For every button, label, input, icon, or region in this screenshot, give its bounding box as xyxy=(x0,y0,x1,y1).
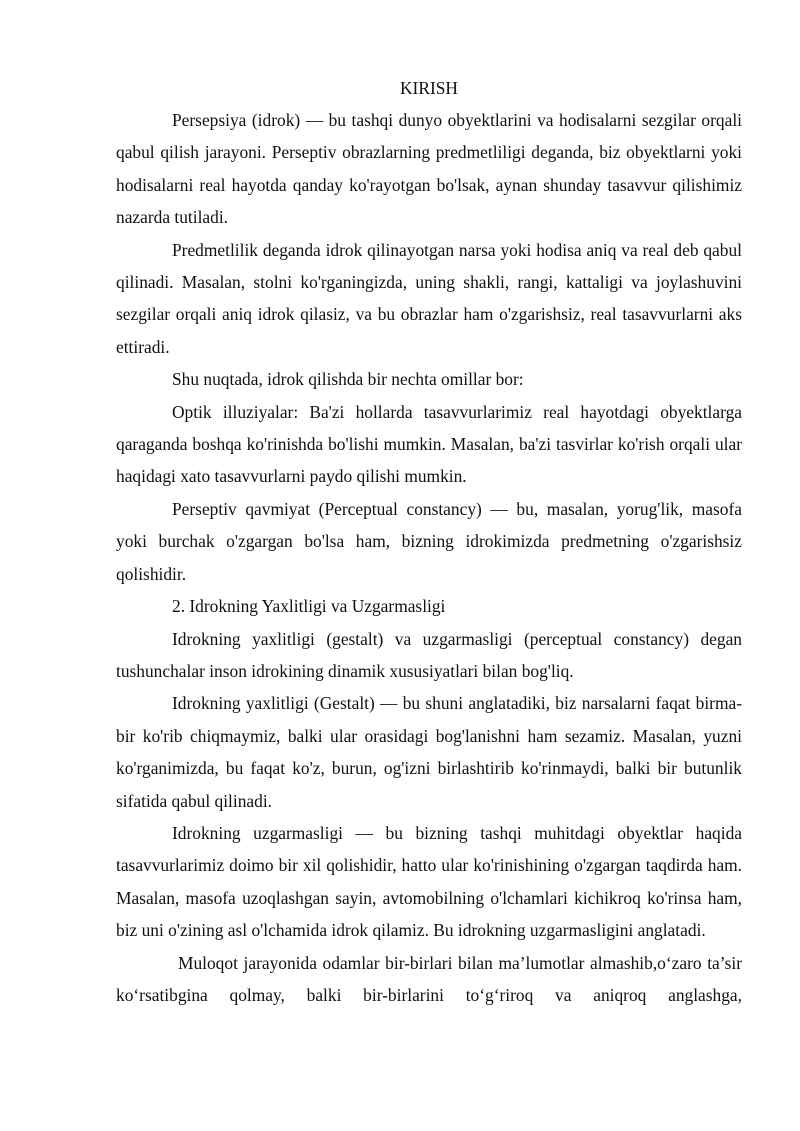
document-page xyxy=(116,76,742,1011)
paragraph-perceptual-constancy: Perseptiv qavmiyat (Perceptual constancy) — bu, masalan, yorug'lik, masofa yoki burchak o'zgargan bo'lsa ham, bizning idrokimizda predmetning o'zgarishsiz qolishidir. xyxy=(116,498,742,584)
paragraph-factors-intro: Shu nuqtada, idrok qilishda bir nechta omillar bor: xyxy=(172,369,524,390)
paragraph-communication: Muloqot jarayonida odamlar bir-birlari bilan ma’lumotlar almashib,o‘zaro ta’sir ko‘rsatibgina qolmay, balki bir-birlarini to‘g‘riroq va aniqroq anglashga, xyxy=(116,952,742,1005)
section-heading: 2. Idrokning Yaxlitligi va Uzgarmasligi xyxy=(172,596,446,617)
paragraph-optical-illusions: Optik illuziyalar: Ba'zi hollarda tasavvurlarimiz real hayotdagi obyektlarga qaraganda boshqa ko'rinishda bo'lishi mumkin. Masalan, ba'zi tasvirlar ko'rish orqali ular haqidagi xato tasavvurlarni paydo qilishi mumkin. xyxy=(116,401,742,487)
paragraph-gestalt: Idrokning yaxlitligi (Gestalt) — bu shuni anglatadiki, biz narsalarni faqat birma-bir ko'rib chiqmaymiz, balki ular orasidagi bog'lanishni ham sezamiz. Masalan, yuzni ko'rganimizda, bu faqat ko'z, burun, og'izni birlashtirib ko'rinmaydi, balki bir butunlik sifatida qabul qilinadi. xyxy=(116,693,742,811)
paragraph-perception-definition: Persepsiya (idrok) — bu tashqi dunyo obyektlarini va hodisalarni sezgilar orqali qabul qilish jarayoni. Perseptiv obrazlarning predmetliligi deganda, biz obyektlarni yoki hodisalarni real hayotda qanday ko'rayotgan bo'lsak, aynan shunday tasavvur qilishimiz nazarda tutiladi. xyxy=(116,110,742,228)
paragraph-gestalt-intro: Idrokning yaxlitligi (gestalt) va uzgarmasligi (perceptual constancy) degan tushunchalar inson idrokining dinamik xususiyatlari bilan bog'liq. xyxy=(116,628,742,681)
paragraph-constancy: Idrokning uzgarmasligi — bu bizning tashqi muhitdagi obyektlar haqida tasavvurlarimiz doimo bir xil qolishidir, hatto ular ko'rinishining o'zgargan taqdirda ham. Masalan, masofa uzoqlashgan sayin, avtomobilning o'lchamlari kichikroq ko'rinsa ham, biz uni o'zining asl o'lchamida idrok qilamiz. Bu idrokning uzgarmasligini anglatadi. xyxy=(116,822,742,941)
document-title: KIRISH xyxy=(400,78,458,98)
paragraph-objectivity: Predmetlilik deganda idrok qilinayotgan narsa yoki hodisa aniq va real deb qabul qilinadi. Masalan, stolni ko'rganingizda, uning shakli, rangi, kattaligi va joylashuvini sezgilar orqali aniq idrok qilasiz, va bu obrazlar ham o'zgarishsiz, real tasavvurlarni aks ettiradi. xyxy=(116,239,742,357)
